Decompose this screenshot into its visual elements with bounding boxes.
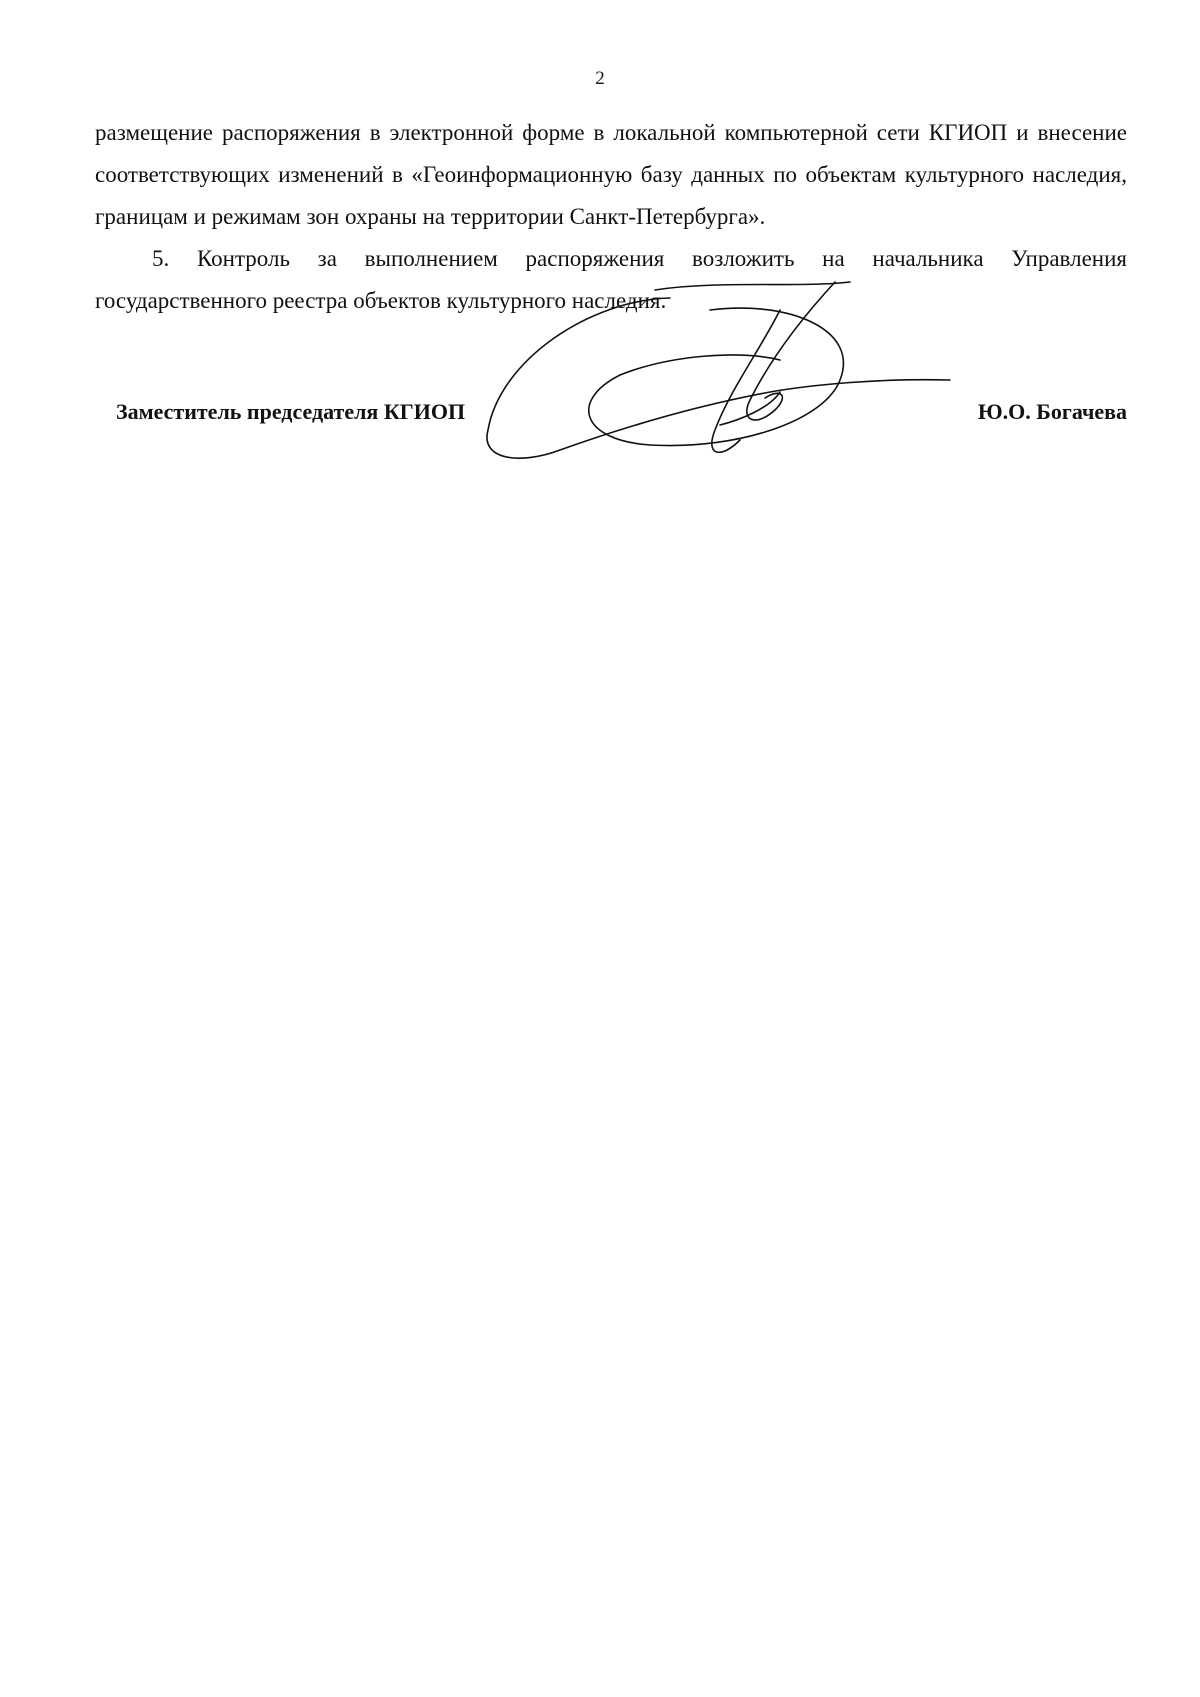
signatory-name: Ю.О. Богачева xyxy=(977,399,1127,424)
paragraph-placement: размещение распоряжения в электронной форме в локальной компьютерной сети КГИОП и внесение соответствующих изменений в «Геоинформационную базу данных по объектам культурного наследия, границам и режимам зон охраны на территории Санкт-Петербурга». xyxy=(95,120,1127,229)
paragraph-control: 5. Контроль за выполнением распоряжения возложить на начальника Управления государственного реестра объектов культурного наследия. xyxy=(95,246,1127,313)
signatory-title: Заместитель председателя КГИОП xyxy=(116,399,466,424)
page-number: 2 xyxy=(595,68,605,89)
